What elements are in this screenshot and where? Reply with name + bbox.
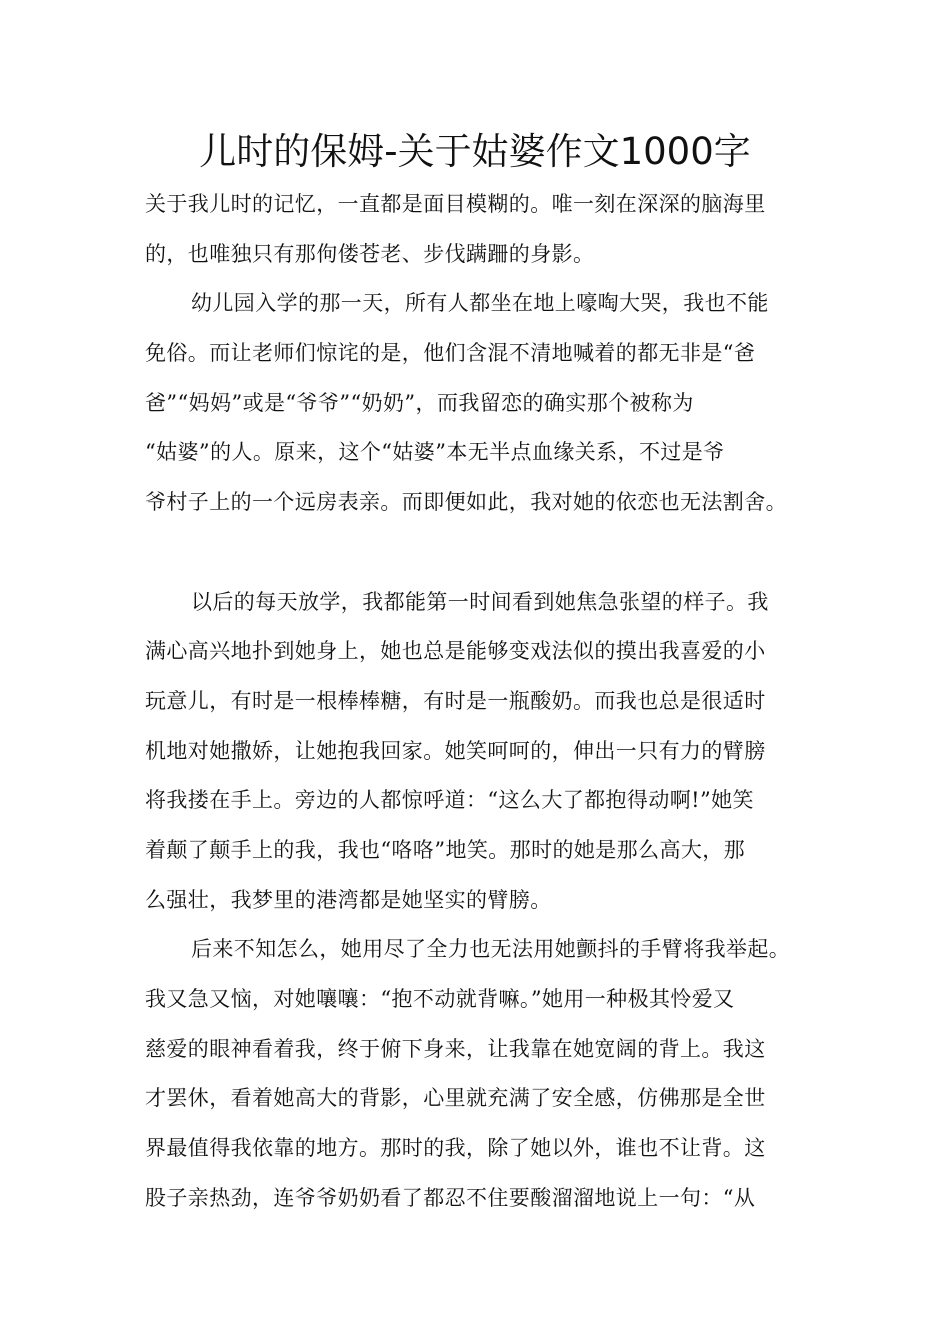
text-line: 机地对她撒娇，让她抱我回家。她笑呵呵的，伸出一只有力的臂膀: [145, 738, 766, 763]
text-line: 后来不知怎么，她用尽了全力也无法用她颤抖的手臂将我举起。: [191, 937, 791, 962]
text-line: 股子亲热劲，连爷爷奶奶看了都忍不住要酸溜溜地说上一句：“从: [145, 1185, 756, 1210]
paragraph-2: [145, 279, 835, 527]
document-body: [145, 180, 835, 1223]
text-line: 将我搂在手上。旁边的人都惊呼道：“这么大了都抱得动啊!”她笑: [145, 788, 754, 813]
paragraph-1: [145, 180, 835, 279]
document-title: 儿时的保姆-关于姑婆作文1000字: [199, 130, 751, 173]
paragraph-3: [145, 578, 835, 926]
text-line: 免俗。而让老师们惊诧的是，他们含混不清地喊着的都无非是“爸: [145, 341, 756, 366]
text-line: 玩意儿，有时是一根棒棒糖，有时是一瓶酸奶。而我也总是很适时: [145, 688, 766, 713]
text-line: 满心高兴地扑到她身上，她也总是能够变戏法似的摸出我喜爱的小: [145, 639, 766, 664]
text-line: 爷村子上的一个远房表亲。而即便如此，我对她的依恋也无法割舍。: [145, 490, 787, 515]
text-line: “姑婆”的人。原来，这个“姑婆”本无半点血缘关系，不过是爷: [145, 440, 725, 465]
text-line: 才罢休，看着她高大的背影，心里就充满了安全感，仿佛那是全世: [145, 1086, 766, 1111]
text-line: 慈爱的眼神看着我，终于俯下身来，让我靠在她宽阔的背上。我这: [145, 1036, 766, 1061]
text-line: 的，也唯独只有那佝偻苍老、步伐蹒跚的身影。: [145, 241, 595, 266]
text-line: 幼儿园入学的那一天，所有人都坐在地上嚎啕大哭，我也不能: [191, 291, 769, 316]
text-line: 么强壮，我梦里的港湾都是她坚实的臂膀。: [145, 887, 552, 912]
paragraph-4: [145, 925, 835, 1223]
text-line: 界最值得我依靠的地方。那时的我，除了她以外，谁也不让背。这: [145, 1136, 766, 1161]
text-line: 我又急又恼，对她嚷嚷：“抱不动就背嘛。”她用一种极其怜爱又: [145, 987, 735, 1011]
paragraph-gap: [145, 528, 835, 578]
text-line: 爸”“妈妈”或是“爷爷”“奶奶”，而我留恋的确实那个被称为: [145, 390, 694, 415]
text-line: 关于我儿时的记忆，一直都是面目模糊的。唯一刻在深深的脑海里: [145, 192, 766, 216]
text-line: 着颠了颠手上的我，我也“咯咯”地笑。那时的她是那么高大，那: [145, 837, 746, 862]
text-line: 以后的每天放学，我都能第一时间看到她焦急张望的样子。我: [191, 589, 769, 614]
